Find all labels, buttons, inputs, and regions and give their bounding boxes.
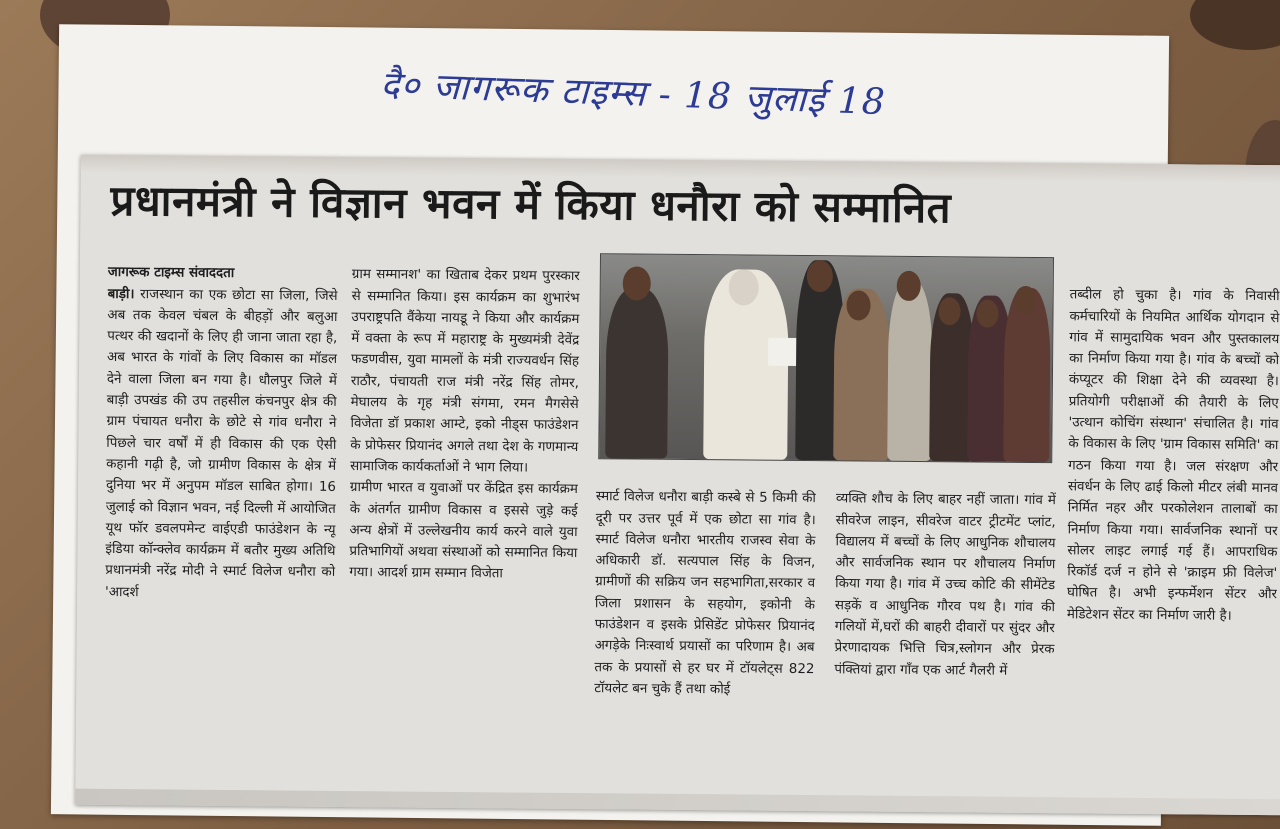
photo-head [846,290,870,320]
column-2-text: ग्राम सम्मानश' का खिताब देकर प्रथम पुरस्कार से सम्मानित किया। इस कार्यक्रम का शुभारंभ उपराष्ट्रपति वैंकेया नायडू ने किया और कार्यक्रम में वक्ता के रूप में महाराष्ट्र के मुख्यमंत्री देवेंद्र फडणवीस, युवा मामलों के मंत्री राज्यवर्धन सिंह राठौर, पंचायती राज मंत्री नरेंद्र सिंह तोमर, मेघालय के गृह मंत्री संगमा, रमन मैगसेसे विजेता डॉ प्रकाश आम्टे, इको नीड्स फाउंडेशन के प्रोफेसर प्रियानंद अगले तथा देश के गणमान्य सामाजिक कार्यकर्ताओं ने भाग लिया। ग्रामीण भारत व युवाओं पर केंद्रित इस कार्यक्रम के अंतर्गत ग्रामीण विकास व इससे जुड़े कई अन्य क्षेत्रों में उल्लेखनीय कार्य करने वाले युवा प्रतिभागियों अथवा संस्थाओं को सम्मानित किया गया। आदर्श ग्राम सम्मान विजेता [349,267,580,582]
article-column-3 [593,465,816,787]
article-column-5 [1065,263,1280,791]
newspaper-clipping [75,155,1280,816]
photo-head [807,260,833,292]
photo-person [605,288,668,459]
award-ceremony-photo [598,253,1054,463]
article-column-4 [833,467,1056,789]
photo-head [897,271,921,301]
article-byline: जागरूक टाइम्स संवाददता [107,265,235,282]
photo-head [1015,286,1037,314]
article-headline: प्रधानमंत्री ने विज्ञान भवन में किया धनौरा को सम्मानित [110,175,952,233]
column-1-text: राजस्थान का एक छोटा सा जिला, जिसे अब तक केवल चंबल के बीहड़ों और बलुआ पत्थर की खदानों के लिए ही जाना जाता रहा है, अब भारत के गांवों के लिए विकास का मॉडल देने वाला जिला बन गया है। धौलपुर जिले में बाड़ी उपखंड की उप तहसील कंचनपुर क्षेत्र की ग्राम पंचायत धनौरा के छोटे से गांव धनौरा ने पिछले चार वर्षों में ही विकास की एक ऐसी कहानी गढ़ी है, जो ग्रामीण विकास के क्षेत्र में दुनिया भर में अनुपम मॉडल साबित होगा। 16 जुलाई को विज्ञान भवन, नई दिल्ली में आयोजित यूथ फॉर डवलपमेन्ट वाईएडी फाउंडेशन के न्यू इंडिया कॉन्क्लेव कार्यक्रम में बतौर मुख्य अतिथि प्रधानमंत्री नरेंद्र मोदी ने स्मार्ट विलेज धनौरा को 'आदर्श [104,286,338,600]
article-dateplace: बाड़ी। [107,286,135,302]
column-4-text: व्यक्ति शौच के लिए बाहर नहीं जाता। गांव में सीवरेज लाइन, सीवरेज वाटर ट्रीटमेंट प्लांट, विद्यालय में बच्चों के लिए आधुनिक शौचालय और सार्वजनिक स्थान पर शौचालय निर्माण किया गया है। गांव में उच्च कोटि की सीमेंटेड सड़कें व आधुनिक गौरव पथ है। गांव की गलियों में,घरों की बाहरी दीवारों पर सुंदर और प्रेरणादायक भित्ति चित्र,स्लोगन और प्रेरक पंक्तियां द्वारा गाँव एक आर्ट गैलरी में [834,491,1056,679]
column-3-text: स्मार्ट विलेज धनौरा बाड़ी कस्बे से 5 किमी की दूरी पर उत्तर पूर्व में एक छोटा सा गांव है। स्मार्ट विलेज धनौरा भारतीय राजस्व सेवा के अधिकारी डॉ. सत्यपाल सिंह के विजन, ग्रामीणों की सक्रिय जन सहभागिता,सरकार व जिला प्रशासन के सहयोग, इकोनी के फाउंडेशन व इसके प्रेसिडेंट प्रोफेसर प्रियानंद अगड़ेके निःस्वार्थ प्रयासों का परिणाम है। अब तक के प्रयासों से हर घर में टॉयलेट्स 822 टॉयलेट बन चुके हैं तथा कोई [594,489,816,698]
photo-head [976,300,998,328]
photo-person [887,281,933,461]
photo-head [729,269,759,305]
article-column-2 [347,243,580,785]
photo-person [1003,288,1051,462]
handwritten-dateline: दै० जागरूक टाइम्स - 18 जुलाई 18 [379,64,887,124]
article-column-1 [103,241,338,783]
column-5-text: तब्दील हो चुका है। गांव के निवासी कर्मचारियों के नियमित आर्थिक योगदान से गांव में सामुदायिक भवन और पुस्तकालय का निर्माण किया गया है। गांव के बच्चों को कंप्यूटर की शिक्षा देने की व्यवस्था है। प्रतियोगी परीक्षाओं की तैयारी के लिए 'उत्थान कोचिंग संस्थान' संचालित है। गांव के विकास के लिए 'ग्राम विकास समिति' का गठन किया गया है। जल संरक्षण और संवर्धन के लिए ढाई किलो मीटर लंबी मानव निर्मित नहर और परकोलेशन तालाबों का निर्माण किया गया। सार्वजनिक स्थानों पर सोलर लाइट लगाई गई हैं। आपराधिक रिकॉर्ड दर्ज न होने से 'क्राइम फ्री विलेज' घोषित है। अभी इन्फर्मेशन सेंटर और मेडिटेशन सेंटर का निर्माण जारी है। [1066,287,1280,624]
photo-head [623,266,651,300]
photo-head [938,297,960,325]
